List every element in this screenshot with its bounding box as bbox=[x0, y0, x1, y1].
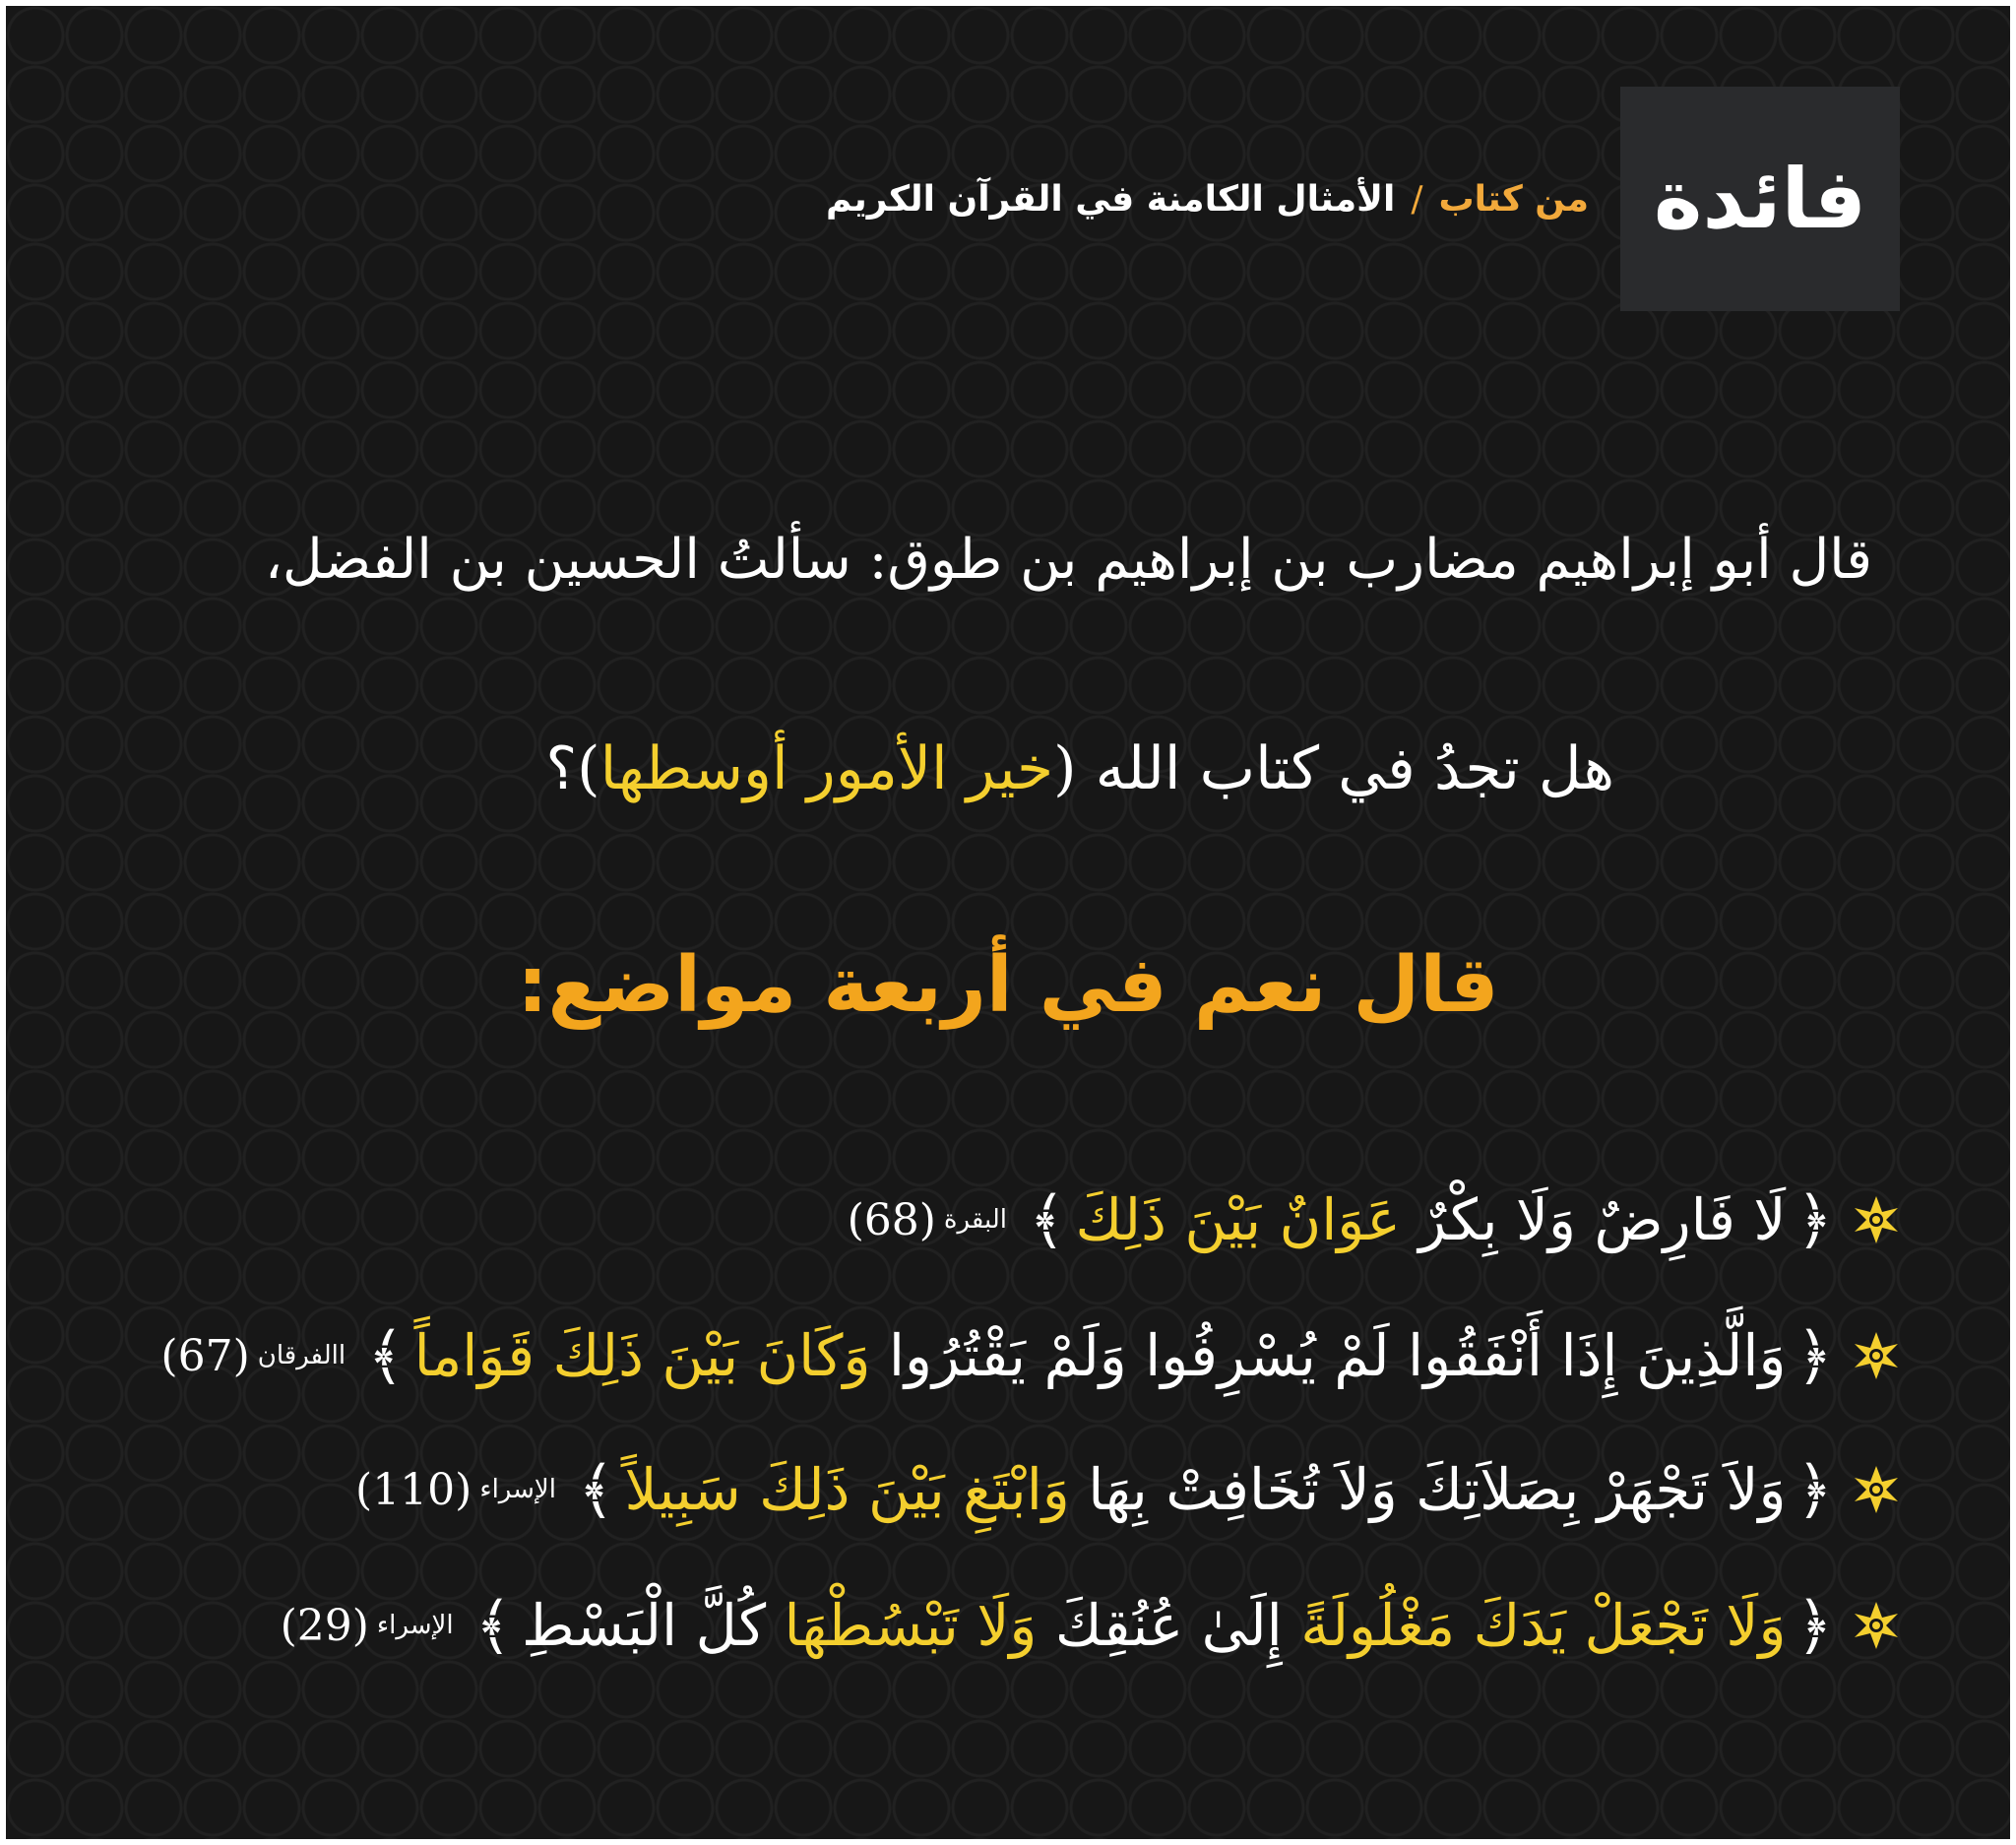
verse-row bbox=[160, 1302, 1902, 1410]
ayah-number: (67) bbox=[160, 1330, 250, 1381]
poster bbox=[6, 6, 2010, 1839]
star-ornament-icon bbox=[1851, 1464, 1902, 1515]
question-after: )؟ bbox=[545, 734, 600, 803]
ayah-number: (29) bbox=[280, 1600, 369, 1651]
verse-plain: إِلَىٰ عُنُقِكَ bbox=[1037, 1592, 1301, 1659]
verse-plain-2: كُلَّ الْبَسْطِ bbox=[522, 1592, 785, 1659]
verse-highlight: وَابْتَغِ بَيْنَ ذَلِكَ سَبِيلاً bbox=[624, 1456, 1070, 1523]
close-bracket-icon: ﴾ bbox=[367, 1319, 405, 1393]
verse-plain: وَالَّذِينَ إِذَا أَنْفَقُوا لَمْ يُسْرِفُوا وَلَمْ يَقْتُرُوا bbox=[870, 1322, 1787, 1389]
verse-highlight-2: وَلَا تَبْسُطْهَا bbox=[784, 1592, 1038, 1659]
star-ornament-icon bbox=[1851, 1600, 1902, 1651]
open-bracket-icon: ﴿ bbox=[1796, 1589, 1833, 1663]
intro-text: قال أبو إبراهيم مضارب بن إبراهيم بن طوق: سألتُ الحسين بن الفضل، bbox=[264, 528, 1872, 592]
verse-text bbox=[414, 1322, 1787, 1389]
verse-plain: وَلاَ تَجْهَرْ بِصَلاَتِكَ وَلاَ تُخَافِتْ بِهَا bbox=[1069, 1456, 1787, 1523]
star-ornament-icon bbox=[1851, 1330, 1902, 1381]
tag-badge bbox=[1620, 87, 1900, 311]
surah-name: االفرقان bbox=[257, 1341, 346, 1370]
close-bracket-icon: ﴾ bbox=[1029, 1183, 1066, 1257]
open-bracket-icon: ﴿ bbox=[1796, 1183, 1833, 1257]
verse-row bbox=[848, 1166, 1902, 1274]
answer-heading: قال نعم في أربعة مواضع: bbox=[517, 941, 1499, 1030]
open-bracket-icon: ﴿ bbox=[1796, 1453, 1833, 1527]
tag-label: فائدة bbox=[1653, 151, 1867, 247]
close-bracket-icon: ﴾ bbox=[474, 1589, 513, 1663]
verse-row bbox=[355, 1435, 1902, 1544]
verse-text bbox=[1076, 1186, 1787, 1253]
verse-text bbox=[624, 1456, 1786, 1523]
surah-name: البقرة bbox=[943, 1205, 1008, 1235]
source-separator: / bbox=[1411, 179, 1423, 220]
source-book: الأمثال الكامنة في القرآن الكريم bbox=[826, 179, 1396, 220]
surah-name: الإسراء bbox=[376, 1611, 454, 1640]
open-bracket-icon: ﴿ bbox=[1796, 1319, 1833, 1393]
verse-highlight: وَكَانَ بَيْنَ ذَلِكَ قَوَاماً bbox=[413, 1322, 871, 1389]
ayah-number: (110) bbox=[355, 1464, 472, 1515]
question-text bbox=[545, 734, 1614, 803]
ayah-number: (68) bbox=[847, 1194, 936, 1245]
verse-row bbox=[281, 1571, 1902, 1680]
question-before: هل تجدُ في كتاب الله ( bbox=[1053, 734, 1614, 803]
source-line bbox=[826, 179, 1589, 220]
verse-text bbox=[522, 1592, 1786, 1659]
source-from: من كتاب bbox=[1438, 179, 1589, 220]
verse-plain: لَا فَارِضٌ وَلَا بِكْرٌ bbox=[1400, 1186, 1787, 1253]
star-ornament-icon bbox=[1851, 1194, 1902, 1245]
verse-highlight: عَوَانٌ بَيْنَ ذَلِكَ bbox=[1075, 1186, 1401, 1253]
surah-name: الإسراء bbox=[479, 1475, 556, 1504]
question-highlight: خير الأمور أوسطها bbox=[599, 734, 1054, 803]
verse-highlight: وَلَا تَجْعَلْ يَدَكَ مَغْلُولَةً bbox=[1300, 1592, 1787, 1659]
close-bracket-icon: ﴾ bbox=[577, 1453, 615, 1527]
